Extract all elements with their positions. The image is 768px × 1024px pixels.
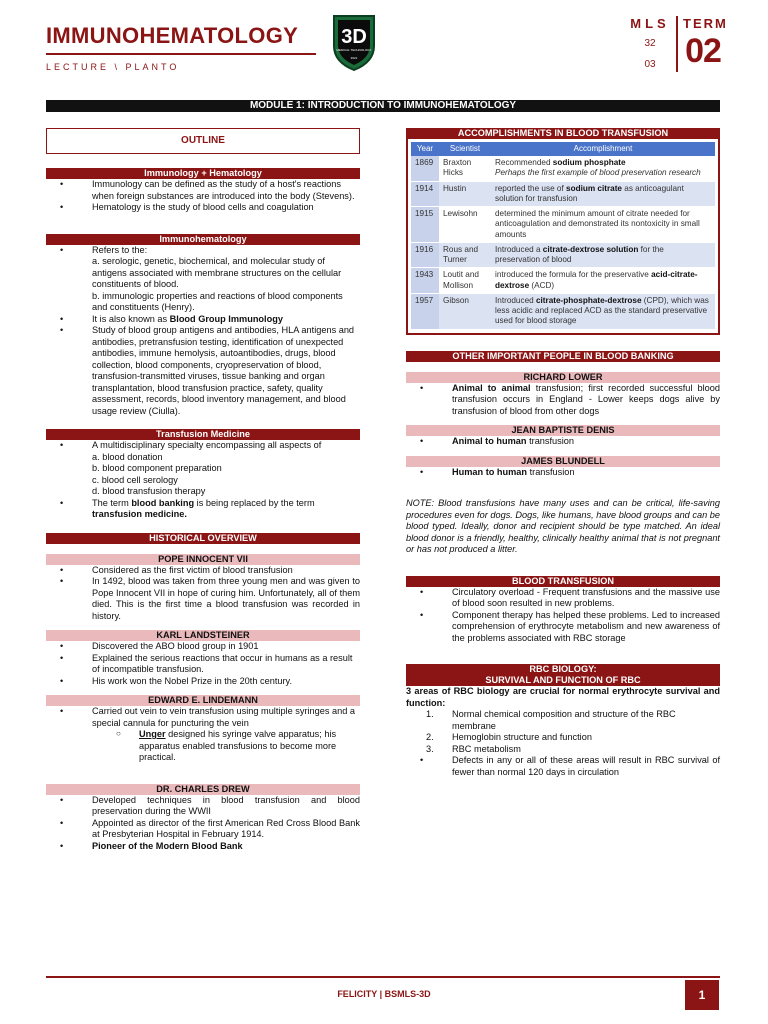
rbc-heading-line-2: SURVIVAL AND FUNCTION OF RBC bbox=[485, 675, 641, 685]
list-item: • Appointed as director of the first American Red Cross Blood Bank at Presbyterian Hospital in February 1914. bbox=[46, 818, 360, 841]
sub-list-item: ○ Unger designed his syringe valve apparatus; his apparatus enabled transfusions to become more practical. bbox=[46, 729, 360, 764]
footer-text: FELICITY | BSMLS-3D bbox=[337, 989, 431, 999]
tm-sub: a. blood donation bbox=[92, 451, 163, 462]
list-item: • Discovered the ABO blood group in 1901 bbox=[46, 641, 360, 653]
person-heading-drew: DR. CHARLES DREW bbox=[46, 784, 360, 795]
list-item: 1. Normal chemical composition and structure of the RBC membrane bbox=[426, 709, 676, 731]
table-row: 1957 Gibson Introduced citrate-phosphate-dextrose (CPD), which was less acidic and replaced ACD as the standard preservative used for blood storage bbox=[411, 293, 715, 329]
list-item: • Explained the serious reactions that occur in humans as a result of incompatible transfusion. bbox=[46, 653, 360, 676]
list-item: • Hematology is the study of blood cells and coagulation bbox=[46, 202, 360, 214]
col-header-scientist: Scientist bbox=[439, 142, 491, 156]
table-row: 1943 Loutit and Mollison introduced the formula for the preservative acid-citrate-dextrose (ACD) bbox=[411, 268, 715, 294]
tm-sub: d. blood transfusion therapy bbox=[92, 486, 206, 496]
section-heading-immunology-hematology: Immunology + Hematology bbox=[46, 168, 360, 179]
list-item bbox=[46, 245, 360, 314]
rbc-intro: 3 areas of RBC biology are crucial for normal erythrocyte survival and function: bbox=[406, 686, 720, 708]
header-divider bbox=[676, 16, 678, 72]
accomplishments-table-frame bbox=[406, 139, 720, 335]
tm-intro: • A multidisciplinary specialty encompassing all aspects of bbox=[92, 440, 322, 450]
accomplishments-table bbox=[411, 142, 715, 330]
person-heading-edward: EDWARD E. LINDEMANN bbox=[46, 695, 360, 706]
header-rule bbox=[46, 53, 316, 55]
list-item: • Study of blood group antigens and antibodies, HLA antigens and antibodies, pretransfusion testing, identification of unexpected antibodies, immune hemolysis, autoantibodies, drugs, blood collection, blood components, cryopreservation of blood, transfusion-transmitted viruses, tissue banking and organ transplantation, blood transfusion practice, safety, quality assessment, records, blood inventory management, and blood usage review (Ciulla). bbox=[46, 325, 360, 417]
right-column bbox=[406, 128, 720, 778]
left-column bbox=[46, 128, 360, 852]
section-heading-immunohematology: Immunohematology bbox=[46, 234, 360, 245]
aka-prefix: It is also known as bbox=[92, 313, 170, 324]
table-header-row bbox=[411, 142, 715, 156]
module-title: MODULE 1: INTRODUCTION TO IMMUNOHEMATOLOGY bbox=[46, 100, 720, 112]
list-item bbox=[46, 314, 360, 326]
section-heading-other-people: OTHER IMPORTANT PEOPLE IN BLOOD BANKING bbox=[406, 351, 720, 362]
list-item: 2. Hemoglobin structure and function bbox=[426, 732, 592, 742]
note-paragraph: NOTE: Blood transfusions have many uses and can be critical, life-saving procedures even for dogs. Dogs, like humans, have blood groups and can be blood typed. Ideally, donor and recipient should be type matched. An ideal blood donor is a friendly, healthy, clinically healthy animal that is not pregnant or has not produced a litter. bbox=[406, 498, 720, 554]
aka-bold: Blood Group Immunology bbox=[169, 313, 283, 324]
person-heading-lower: RICHARD LOWER bbox=[406, 372, 720, 383]
list-item: • Carried out vein to vein transfusion using multiple syringes and a special cannula for puncturing the vein bbox=[46, 706, 360, 729]
footer-rule bbox=[46, 976, 720, 978]
mls-block bbox=[630, 16, 670, 71]
rbc-heading-line-1: RBC BIOLOGY: bbox=[529, 664, 597, 674]
list-item: • Human to human transfusion bbox=[406, 467, 720, 479]
list-item bbox=[46, 440, 360, 498]
list-item: • In 1492, blood was taken from three young men and was given to Pope Innocent VII in hope of curing him. Unfortunately, all of them died. This is the first time a blood transfusion was recorded in history. bbox=[46, 576, 360, 622]
list-item: • Considered as the first victim of blood transfusion bbox=[46, 565, 360, 577]
person-heading-blundell: JAMES BLUNDELL bbox=[406, 456, 720, 467]
list-item: • Animal to human transfusion bbox=[406, 436, 720, 448]
mls-value-1: 32 bbox=[644, 38, 656, 50]
list-item: • Circulatory overload - Frequent transfusions and the massive use of blood soon resulted in new problems. bbox=[406, 587, 720, 610]
outline-box: OUTLINE bbox=[46, 128, 360, 154]
person-heading-karl: KARL LANDSTEINER bbox=[46, 630, 360, 641]
col-header-accomplishment: Accomplishment bbox=[491, 142, 715, 156]
list-item: • Pioneer of the Modern Blood Bank bbox=[46, 841, 360, 853]
list-item: • The term blood banking is being replaced by the term transfusion medicine. bbox=[46, 498, 360, 521]
refers-b: b. immunologic properties and reactions of blood components and constituents (Henry). bbox=[92, 290, 343, 312]
section-heading-rbc-biology bbox=[406, 664, 720, 686]
term-block bbox=[683, 16, 728, 73]
list-item: • Immunology can be defined as the study of a host's reactions when foreign substances are introduced into the body (Stevens). bbox=[46, 179, 360, 202]
mls-label: MLS bbox=[630, 16, 670, 31]
list-item: • Component therapy has helped these problems. Led to increased comprehension of erythrocyte metabolism and new awareness of the problems associated with RBC storage bbox=[406, 610, 720, 645]
mls-value-2: 03 bbox=[644, 58, 656, 70]
person-heading-pope: POPE INNOCENT VII bbox=[46, 554, 360, 565]
table-row: 1869 Braxton Hicks Recommended sodium phosphate Perhaps the first example of blood preservation research bbox=[411, 156, 715, 181]
logo-year: 2021 bbox=[350, 56, 358, 60]
tm-sub: b. blood component preparation bbox=[92, 463, 222, 473]
refers-a: a. serologic, genetic, biochemical, and molecular study of antigens associated with membrane structures on the cellular constituents of blood. bbox=[92, 256, 342, 289]
list-item: • Developed techniques in blood transfusion and blood preservation during the WWII bbox=[46, 795, 360, 818]
logo-text: 3D bbox=[341, 26, 367, 48]
list-item: • His work won the Nobel Prize in the 20th century. bbox=[46, 676, 360, 688]
section-shield-logo bbox=[330, 12, 378, 72]
logo-small-text: MEDICAL TECHNOLOGY bbox=[336, 48, 372, 52]
document-title: IMMUNOHEMATOLOGY bbox=[46, 23, 299, 48]
section-heading-accomplishments: ACCOMPLISHMENTS IN BLOOD TRANSFUSION bbox=[406, 128, 720, 139]
table-row: 1915 Lewisohn determined the minimum amount of citrate needed for anticoagulation and demonstrated its nontoxicity in small amounts bbox=[411, 207, 715, 243]
col-header-year: Year bbox=[411, 142, 439, 156]
section-heading-transfusion-medicine: Transfusion Medicine bbox=[46, 429, 360, 440]
section-heading-historical: HISTORICAL OVERVIEW bbox=[46, 533, 360, 544]
lecture-subtitle: LECTURE \ PLANTO bbox=[46, 62, 180, 72]
page-number: 1 bbox=[685, 980, 719, 1010]
person-heading-denis: JEAN BAPTISTE DENIS bbox=[406, 425, 720, 436]
tm-sub: c. blood cell serology bbox=[92, 474, 178, 485]
list-item: • Animal to animal transfusion; first recorded successful blood transfusion occurs in England - Lower keeps dogs alive by transfusion of blood from other dogs bbox=[406, 383, 720, 418]
table-row: 1916 Rous and Turner Introduced a citrate-dextrose solution for the preservation of blood bbox=[411, 242, 715, 268]
term-label: TERM bbox=[683, 16, 728, 31]
refers-text: • Refers to the: bbox=[92, 244, 148, 255]
term-value: 02 bbox=[685, 32, 721, 71]
table-row: 1914 Hustin reported the use of sodium citrate as anticoagulant solution for transfusion bbox=[411, 181, 715, 207]
list-item: 3. RBC metabolism bbox=[426, 743, 521, 754]
list-item: • Defects in any or all of these areas will result in RBC survival of fewer than normal 120 days in circulation bbox=[406, 755, 720, 778]
section-heading-blood-transfusion: BLOOD TRANSFUSION bbox=[406, 576, 720, 587]
